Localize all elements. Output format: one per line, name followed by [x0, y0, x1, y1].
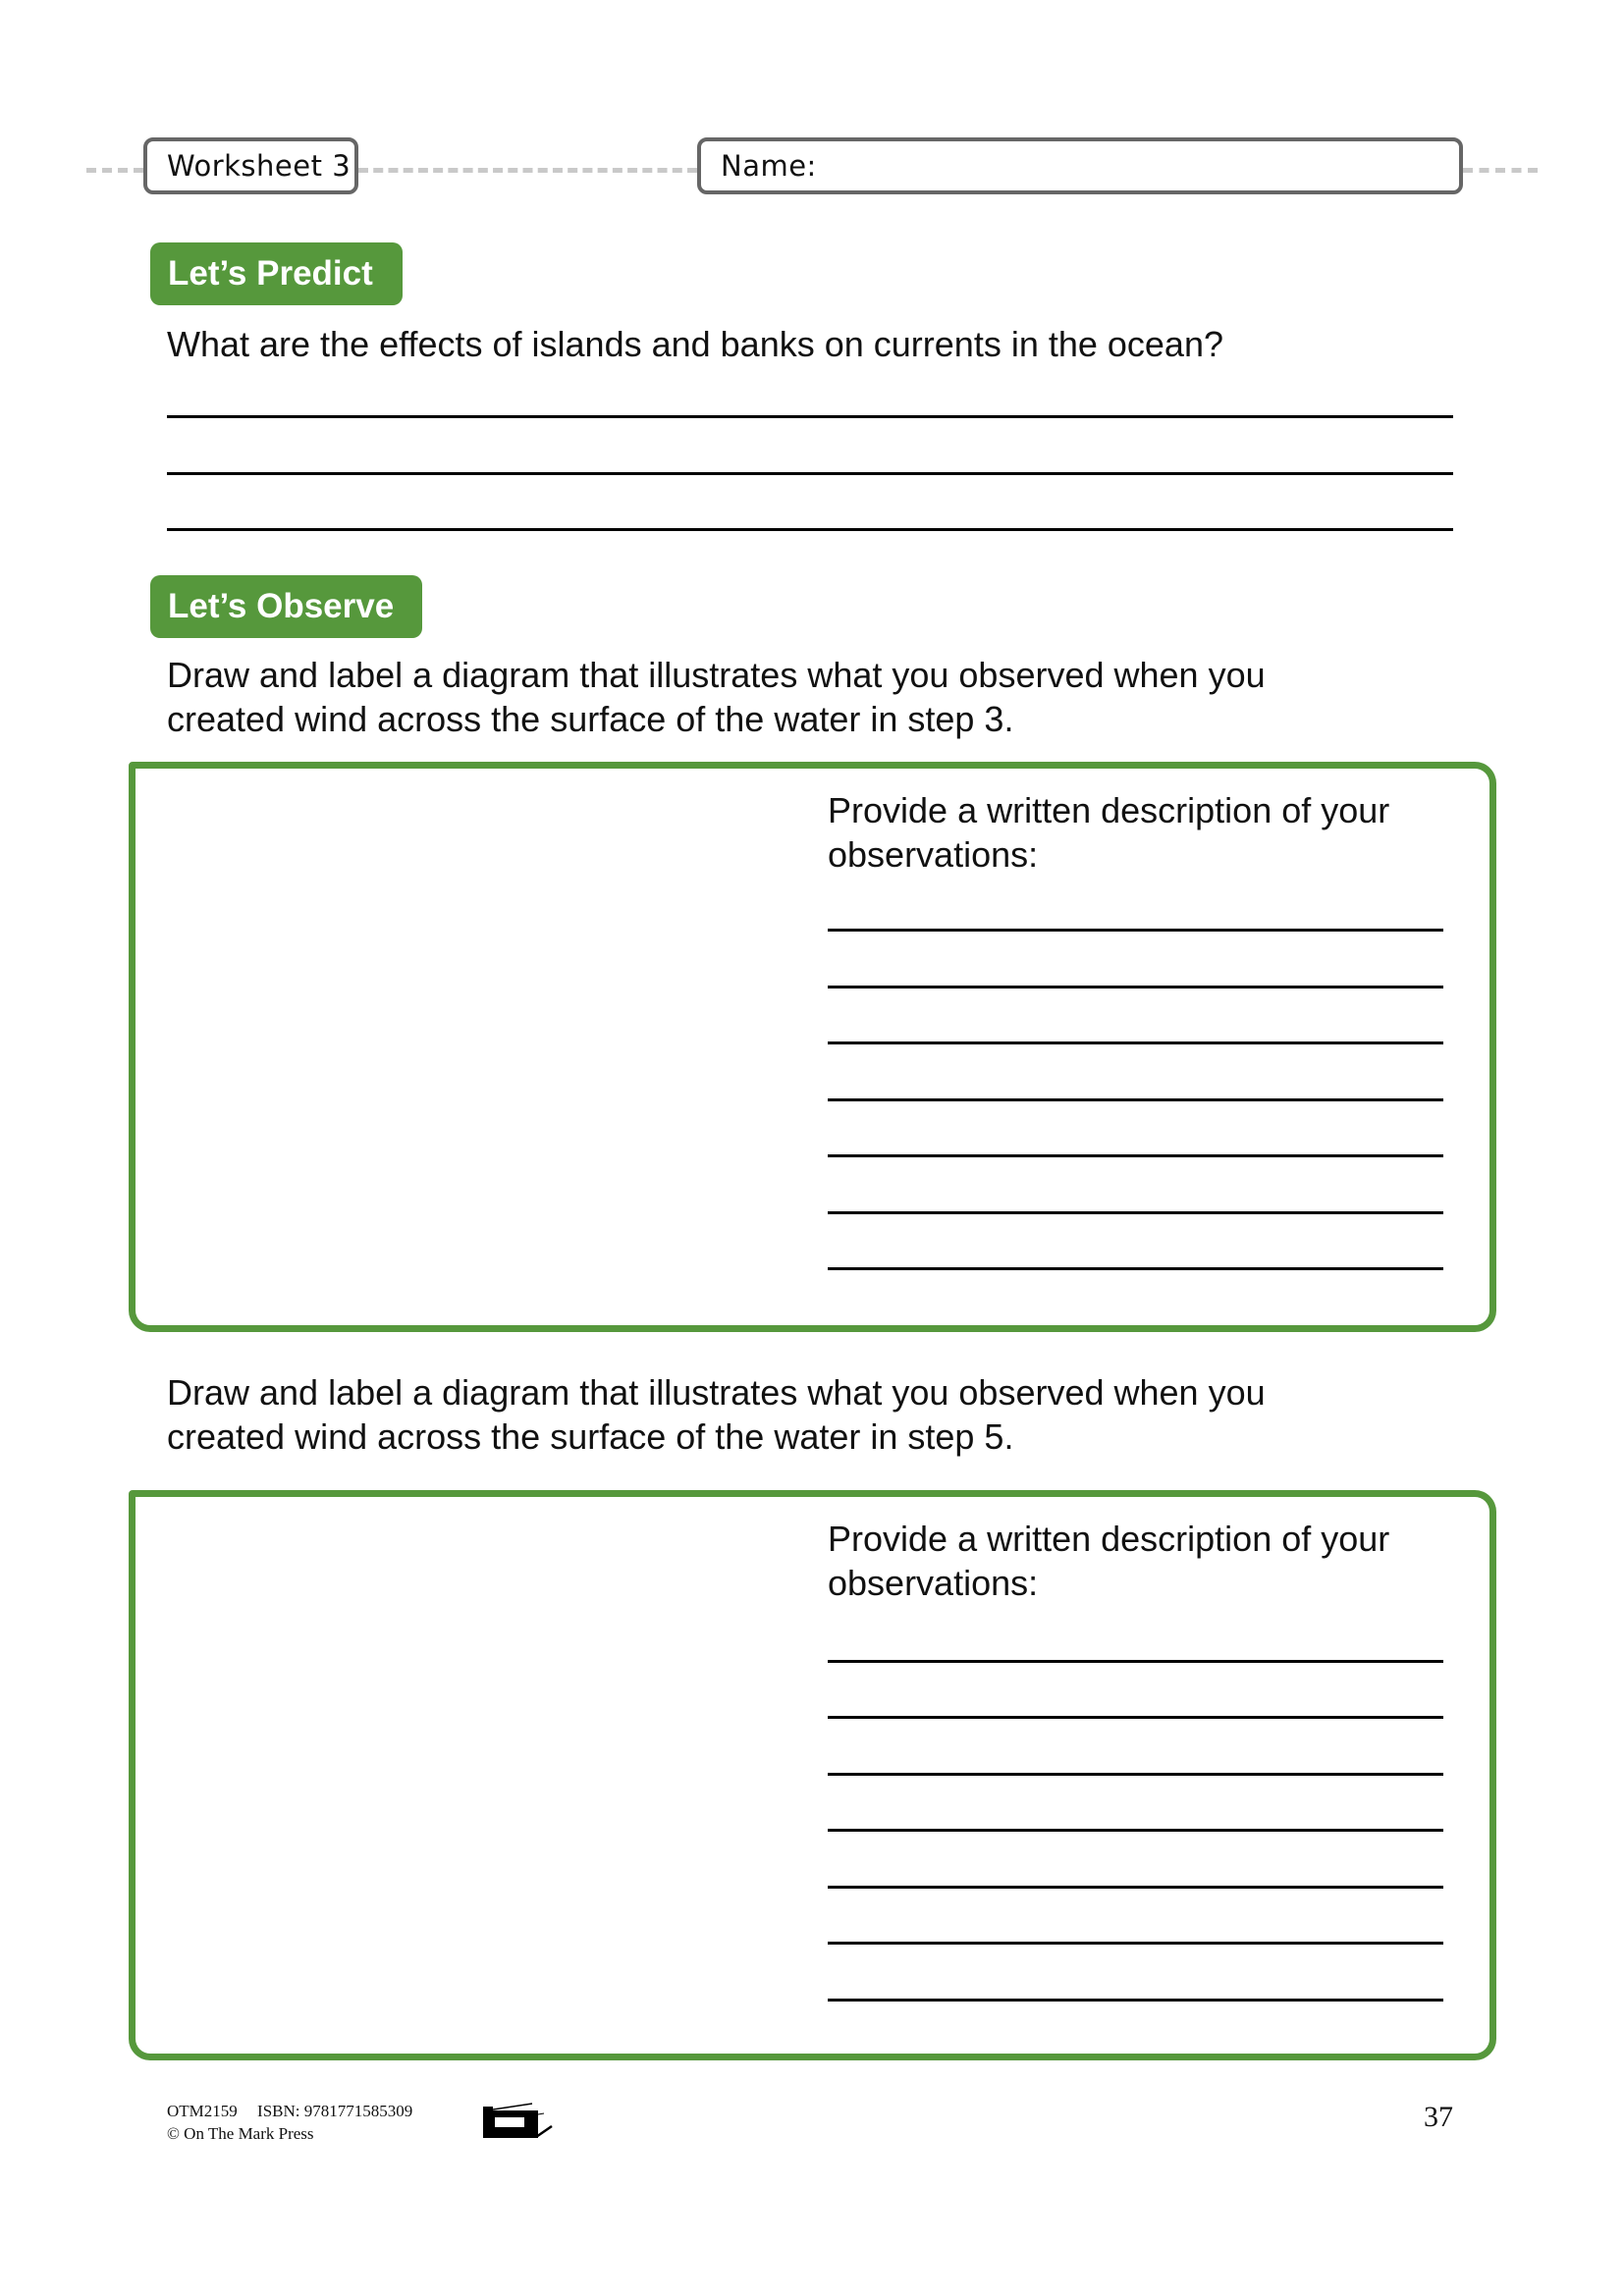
- header-dash-right: [1463, 168, 1538, 173]
- observation-box-step3: [129, 762, 1496, 1332]
- description-line[interactable]: [828, 1886, 1443, 1889]
- description-label-step5: Provide a written description of your observations:: [828, 1519, 1390, 1603]
- lets-observe-label: Let’s Observe: [168, 587, 395, 625]
- observe-prompt-step3: Draw and label a diagram that illustrates what you observed when you created wind across the surface of the water in step 3.: [167, 655, 1266, 739]
- name-field[interactable]: [697, 137, 1463, 194]
- predict-answer-line[interactable]: [167, 472, 1453, 475]
- header-dash-left: [86, 168, 143, 173]
- observation-box-step5: [129, 1490, 1496, 2060]
- worksheet-label-box: [143, 137, 358, 194]
- description-line[interactable]: [828, 1660, 1443, 1663]
- worksheet-label: Worksheet 3: [167, 149, 352, 183]
- description-line[interactable]: [828, 986, 1443, 988]
- description-line[interactable]: [828, 1154, 1443, 1157]
- description-line[interactable]: [828, 1267, 1443, 1270]
- description-line[interactable]: [828, 1773, 1443, 1776]
- header-dash-middle: [358, 168, 697, 173]
- observe-prompt-step5: Draw and label a diagram that illustrates what you observed when you created wind across the surface of the water in step 5.: [167, 1372, 1266, 1457]
- description-line[interactable]: [828, 1942, 1443, 1945]
- description-label-step3: Provide a written description of your observations:: [828, 790, 1390, 875]
- lets-observe-badge: [150, 575, 422, 638]
- description-line[interactable]: [828, 1829, 1443, 1832]
- page-number: 37: [1424, 2101, 1453, 2133]
- footer-copyright: © On The Mark Press: [167, 2124, 314, 2143]
- description-line[interactable]: [828, 1211, 1443, 1214]
- diagram-drawing-area-step5[interactable]: [135, 1497, 813, 2054]
- lets-predict-badge: [150, 242, 403, 305]
- photocopier-icon: [481, 2101, 560, 2140]
- name-label: Name:: [721, 149, 817, 183]
- predict-question: What are the effects of islands and banks on currents in the ocean?: [167, 324, 1223, 364]
- diagram-drawing-area-step3[interactable]: [135, 769, 813, 1325]
- isbn: ISBN: 9781771585309: [257, 2102, 413, 2120]
- predict-answer-line[interactable]: [167, 415, 1453, 418]
- description-line[interactable]: [828, 1999, 1443, 2002]
- description-line[interactable]: [828, 1098, 1443, 1101]
- lets-predict-label: Let’s Predict: [168, 254, 373, 293]
- footer-publication-info: [167, 2101, 412, 2122]
- description-line[interactable]: [828, 929, 1443, 932]
- product-code: OTM2159: [167, 2102, 238, 2120]
- description-line[interactable]: [828, 1041, 1443, 1044]
- predict-answer-line[interactable]: [167, 528, 1453, 531]
- description-line[interactable]: [828, 1716, 1443, 1719]
